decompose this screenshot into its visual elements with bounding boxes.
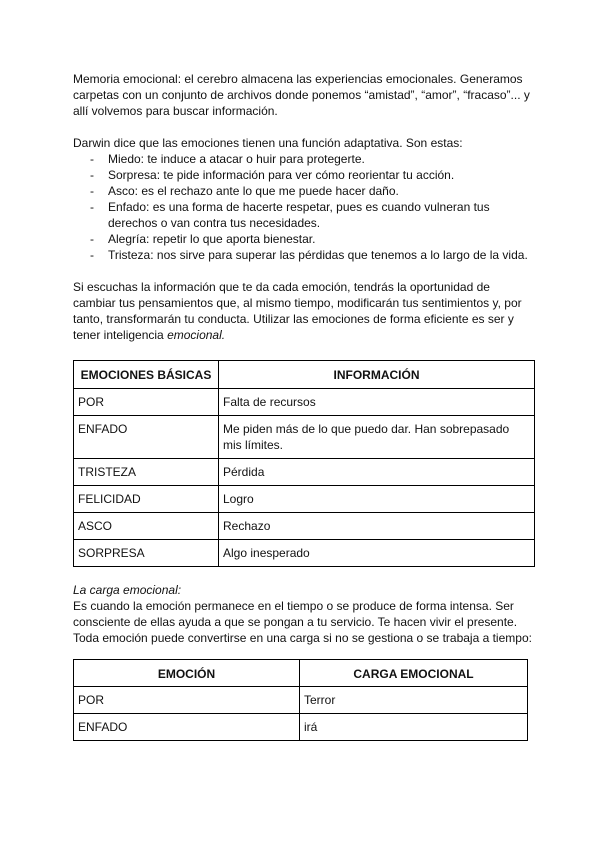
table-row: [74, 513, 535, 540]
list-item: - Tristeza: nos sirve para superar las pérdidas que tenemos a lo largo de la vida.: [73, 247, 533, 263]
list-item: - Alegría: repetir lo que aporta bienestar.: [73, 231, 533, 247]
table-row: [74, 459, 535, 486]
darwin-intro: Darwin dice que las emociones tienen una función adaptativa. Son estas:: [73, 136, 463, 150]
table-row: [74, 540, 535, 567]
table-cell: POR: [74, 389, 219, 416]
table-cell: Terror: [300, 687, 528, 714]
intro-paragraph: Memoria emocional: el cerebro almacena las experiencias emocionales. Generamos carpetas con un conjunto de archivos donde ponemos “amistad”, “amor”, “fracaso”... y allí volvemos para buscar información.: [73, 72, 530, 118]
table-header: INFORMACIÓN: [219, 361, 535, 389]
table-row: [74, 714, 528, 741]
table-cell: Falta de recursos: [219, 389, 535, 416]
table-cell: POR: [74, 687, 300, 714]
table-row: [74, 687, 528, 714]
table-header-row: [74, 361, 535, 389]
table-row: [74, 416, 535, 459]
table-cell: ASCO: [74, 513, 219, 540]
table-cell: FELICIDAD: [74, 486, 219, 513]
list-item: - Enfado: es una forma de hacerte respetar, pues es cuando vulneran tus derechos o van contra tus necesidades.: [73, 199, 533, 231]
table-cell: TRISTEZA: [74, 459, 219, 486]
table-header: EMOCIÓN: [74, 660, 300, 687]
list-item: - Miedo: te induce a atacar o huir para protegerte.: [73, 151, 533, 167]
table-header-row: [74, 660, 528, 687]
carga-title: La carga emocional:: [73, 583, 182, 597]
table-cell: Me piden más de lo que puedo dar. Han sobrepasado mis límites.: [219, 416, 535, 459]
table-cell: Pérdida: [219, 459, 535, 486]
table-header: EMOCIONES BÁSICAS: [74, 361, 219, 389]
list-item: - Sorpresa: te pide información para ver cómo reorientar tu acción.: [73, 167, 533, 183]
emotional-load-table: [73, 659, 528, 741]
table-header: CARGA EMOCIONAL: [300, 660, 528, 687]
info-paragraph-italic: emocional.: [167, 328, 226, 342]
list-item: - Asco: es el rechazo ante lo que me puede hacer daño.: [73, 183, 533, 199]
table-row: [74, 389, 535, 416]
table-cell: Algo inesperado: [219, 540, 535, 567]
table-cell: SORPRESA: [74, 540, 219, 567]
emotions-list: [73, 151, 533, 263]
table-row: [74, 486, 535, 513]
info-paragraph: [73, 279, 533, 343]
info-paragraph-text: Si escuchas la información que te da cada emoción, tendrás la oportunidad de cambiar tus pensamientos que, al mismo tiempo, modificarán tus sentimientos y, por tanto, transformarán tu conducta. Utilizar las emociones de forma eficiente es ser y tener inteligencia: [73, 280, 522, 342]
table-cell: irá: [300, 714, 528, 741]
table-cell: ENFADO: [74, 416, 219, 459]
table-cell: Logro: [219, 486, 535, 513]
table-cell: Rechazo: [219, 513, 535, 540]
document-body: [73, 71, 533, 741]
basic-emotions-table: [73, 360, 535, 567]
carga-paragraph: Es cuando la emoción permanece en el tiempo o se produce de forma intensa. Ser consciente de ellas ayuda a que se pongan a tu servicio. Te hacen vivir el presente. Toda emoción puede convertirse en una carga si no se gestiona o se trabaja a tiempo:: [73, 599, 532, 645]
table-cell: ENFADO: [74, 714, 300, 741]
